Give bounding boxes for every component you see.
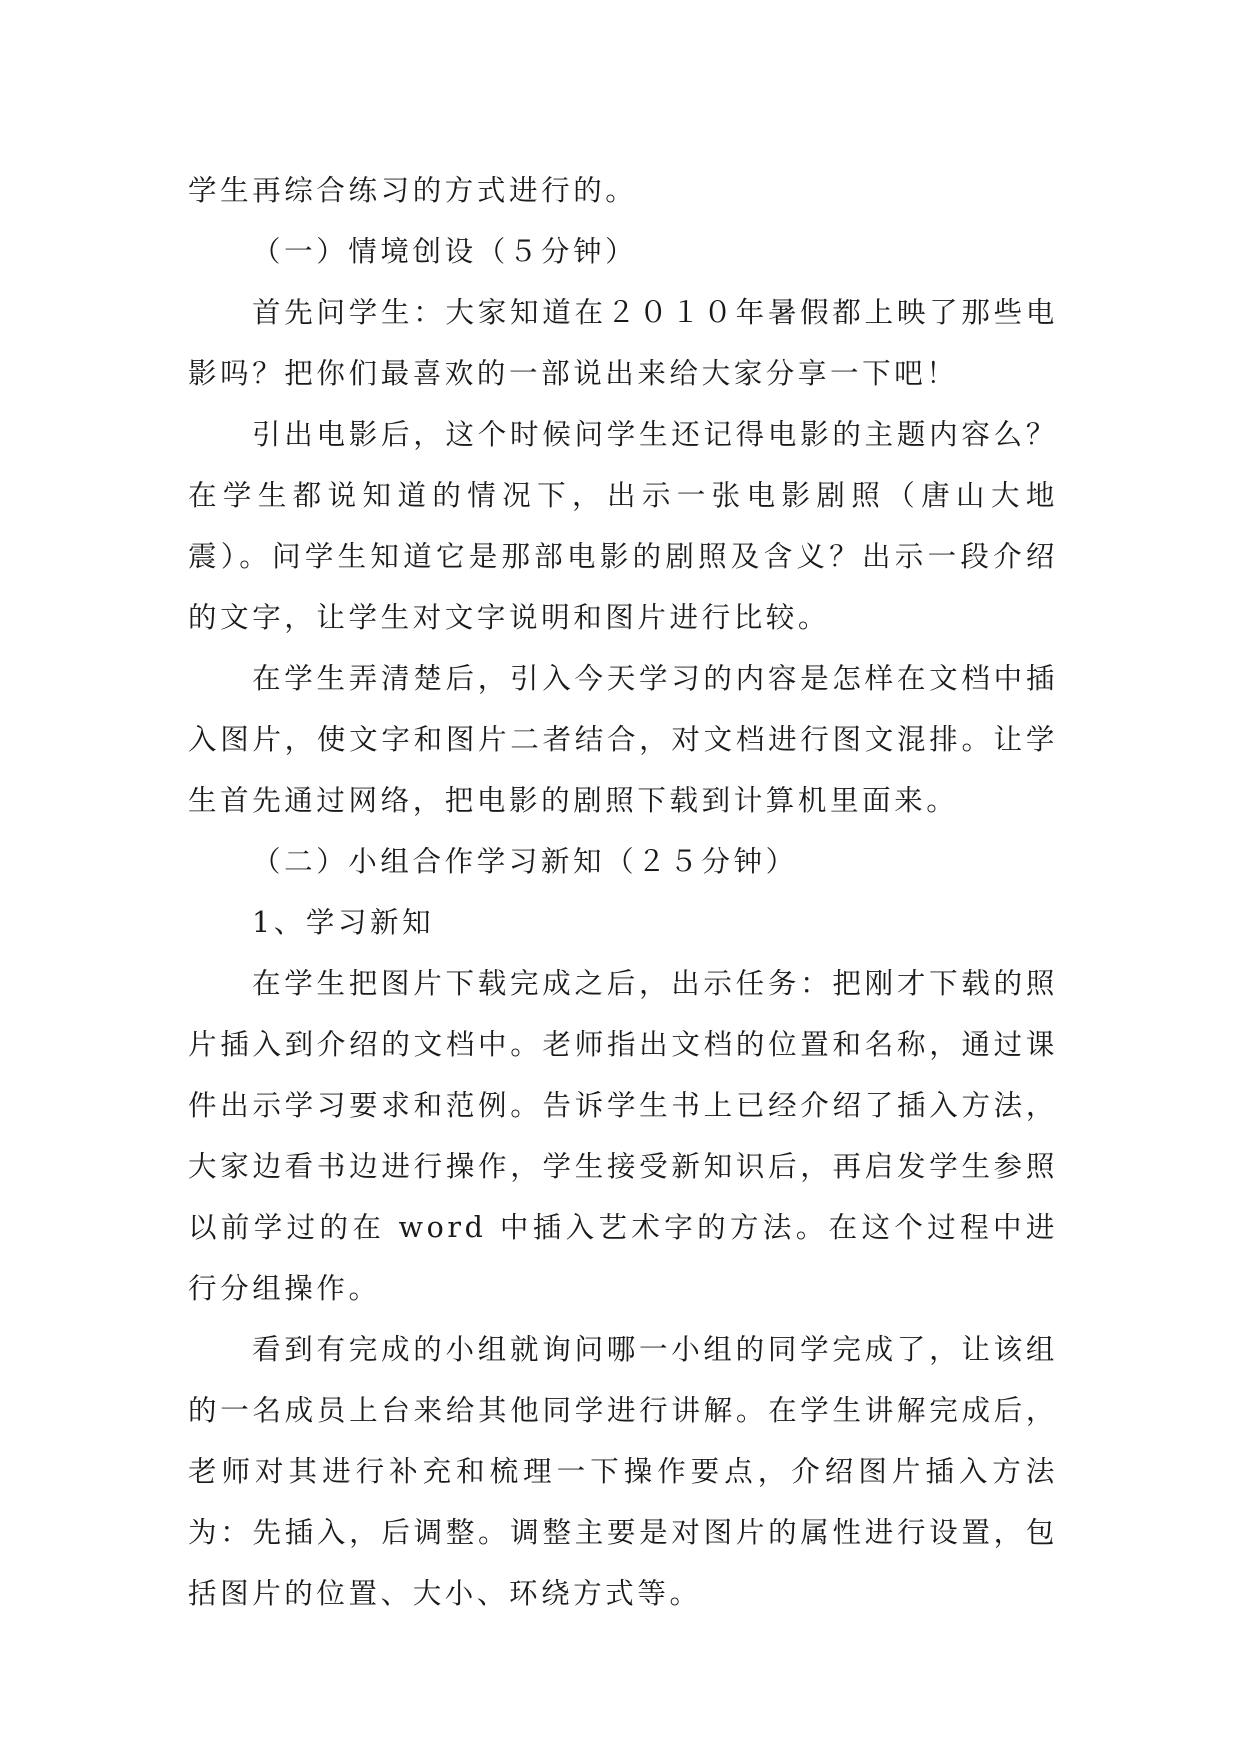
subheading-learn-new: 1、学习新知 xyxy=(252,906,435,939)
paragraph-group-presentation: 看到有完成的小组就询问哪一小组的同学完成了，让该组的一名成员上台来给其他同学进行讲解。在学生讲解完成后，老师对其进行补充和梳理一下操作要点，介绍图片插入方法为：先插入，后调整。调整主要是对图片的属性进行设置，包括图片的位置、大小、环绕方式等。 xyxy=(188,1333,1058,1610)
section-heading-group-learning: （二）小组合作学习新知（２５分钟） xyxy=(252,845,798,878)
paragraph-movie-still: 引出电影后，这个时候问学生还记得电影的主题内容么？在学生都说知道的情况下，出示一张电影剧照（唐山大地震）。问学生知道它是那部电影的剧照及含义？出示一段介绍的文字，让学生对文字说明和图片进行比较。 xyxy=(188,418,1058,634)
section-heading-scenario: （一）情境创设（５分钟） xyxy=(252,235,638,268)
document-body xyxy=(188,160,1058,1624)
paragraph-question-movies: 首先问学生：大家知道在２０１０年暑假都上映了那些电影吗？把你们最喜欢的一部说出来给大家分享一下吧！ xyxy=(188,296,1058,390)
paragraph-lesson-intro: 在学生弄清楚后，引入今天学习的内容是怎样在文档中插入图片，使文字和图片二者结合，对文档进行图文混排。让学生首先通过网络，把电影的剧照下载到计算机里面来。 xyxy=(188,662,1058,817)
paragraph-task-insert-photo: 在学生把图片下载完成之后，出示任务：把刚才下载的照片插入到介绍的文档中。老师指出文档的位置和名称，通过课件出示学习要求和范例。告诉学生书上已经介绍了插入方法，大家边看书边进行操作，学生接受新知识后，再启发学生参照以前学过的在 word 中插入艺术字的方法。在这个过程中进行分组操作。 xyxy=(188,967,1058,1305)
paragraph-intro-continuation: 学生再综合练习的方式进行的。 xyxy=(188,174,638,207)
